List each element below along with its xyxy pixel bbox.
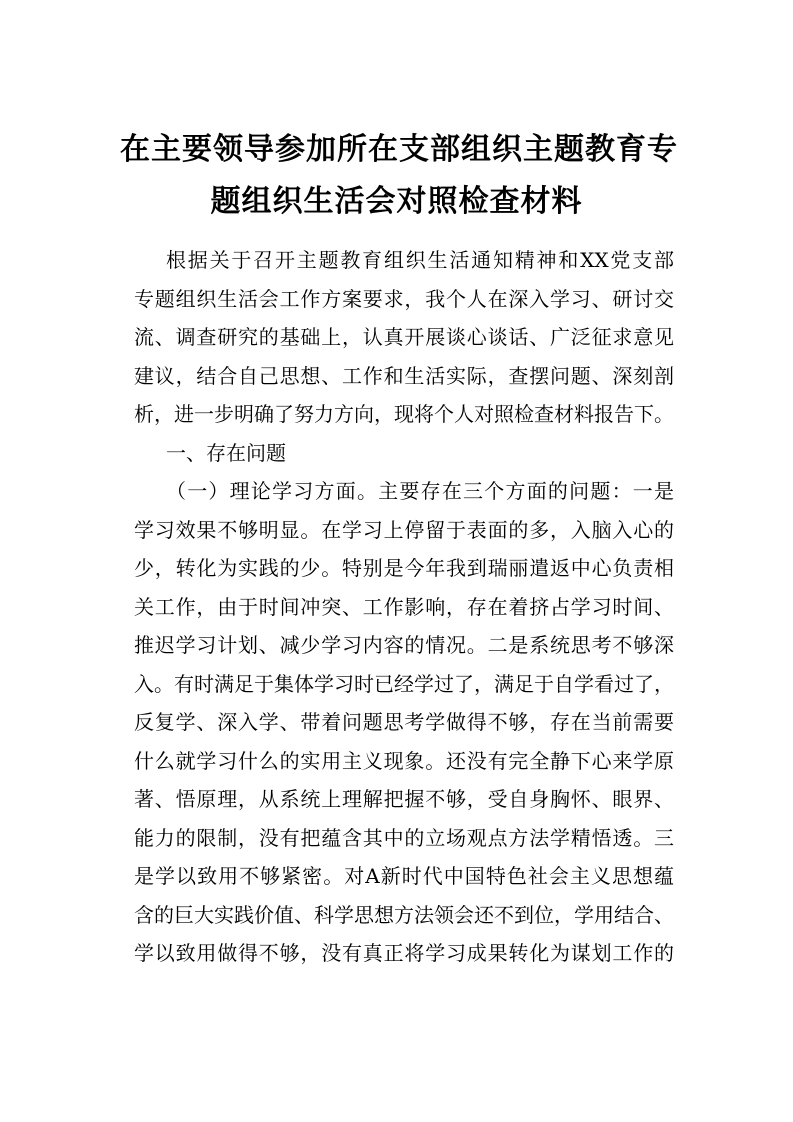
paragraph-intro — [134, 241, 674, 434]
text-line: 建议，结合自己思想、工作和生活实际，查摆问题、深刻剖 — [134, 363, 674, 388]
text-line: （一）理论学习方面。主要存在三个方面的问题：一是 — [166, 479, 674, 503]
title-line: 题组织生活会对照检查材料 — [210, 184, 583, 219]
text-line: 什么就学习什么的实用主义现象。还没有完全静下心来学原 — [134, 748, 674, 773]
text-line: 推迟学习计划、减少学习内容的情况。二是系统思考不够深 — [134, 633, 674, 657]
text-line: 学以致用做得不够，没有真正将学习成果转化为谋划工作的 — [134, 941, 674, 965]
text-line: 少，转化为实践的少。特别是今年我到瑞丽遣返中心负责相 — [134, 556, 674, 580]
text-line: 专题组织生活会工作方案要求，我个人在深入学习、研讨交 — [134, 286, 674, 311]
text-line: 反复学、深入学、带着问题思考学做得不够，存在当前需要 — [134, 710, 674, 734]
text-line: 根据关于召开主题教育组织生活通知精神和XX党支部 — [166, 248, 674, 272]
text-line: 入。有时满足于集体学习时已经学过了，满足于自学看过了， — [134, 671, 674, 696]
text-line: 流、调查研究的基础上，认真开展谈心谈话、广泛征求意见 — [134, 325, 674, 349]
text-line: 析，进一步明确了努力方向，现将个人对照检查材料报告下。 — [134, 402, 674, 426]
text-line: 关工作，由于时间冲突、工作影响，存在着挤占学习时间、 — [134, 594, 674, 619]
text-line: 能力的限制，没有把蕴含其中的立场观点方法学精悟透。三 — [134, 825, 674, 850]
text-line: 含的巨大实践价值、科学思想方法领会还不到位，学用结合、 — [134, 902, 674, 927]
text-line: 学习效果不够明显。在学习上停留于表面的多，入脑入心的 — [134, 517, 674, 542]
section-heading: 一、存在问题 — [166, 440, 286, 465]
document-title — [120, 124, 678, 228]
text-line: 著、悟原理，从系统上理解把握不够，受自身胸怀、眼界、 — [134, 787, 674, 811]
document-body — [134, 241, 674, 973]
title-line: 在主要领导参加所在支部组织主题教育专 — [120, 132, 678, 167]
paragraph-theory — [134, 472, 674, 973]
text-line: 是学以致用不够紧密。对A新时代中国特色社会主义思想蕴 — [134, 864, 674, 888]
